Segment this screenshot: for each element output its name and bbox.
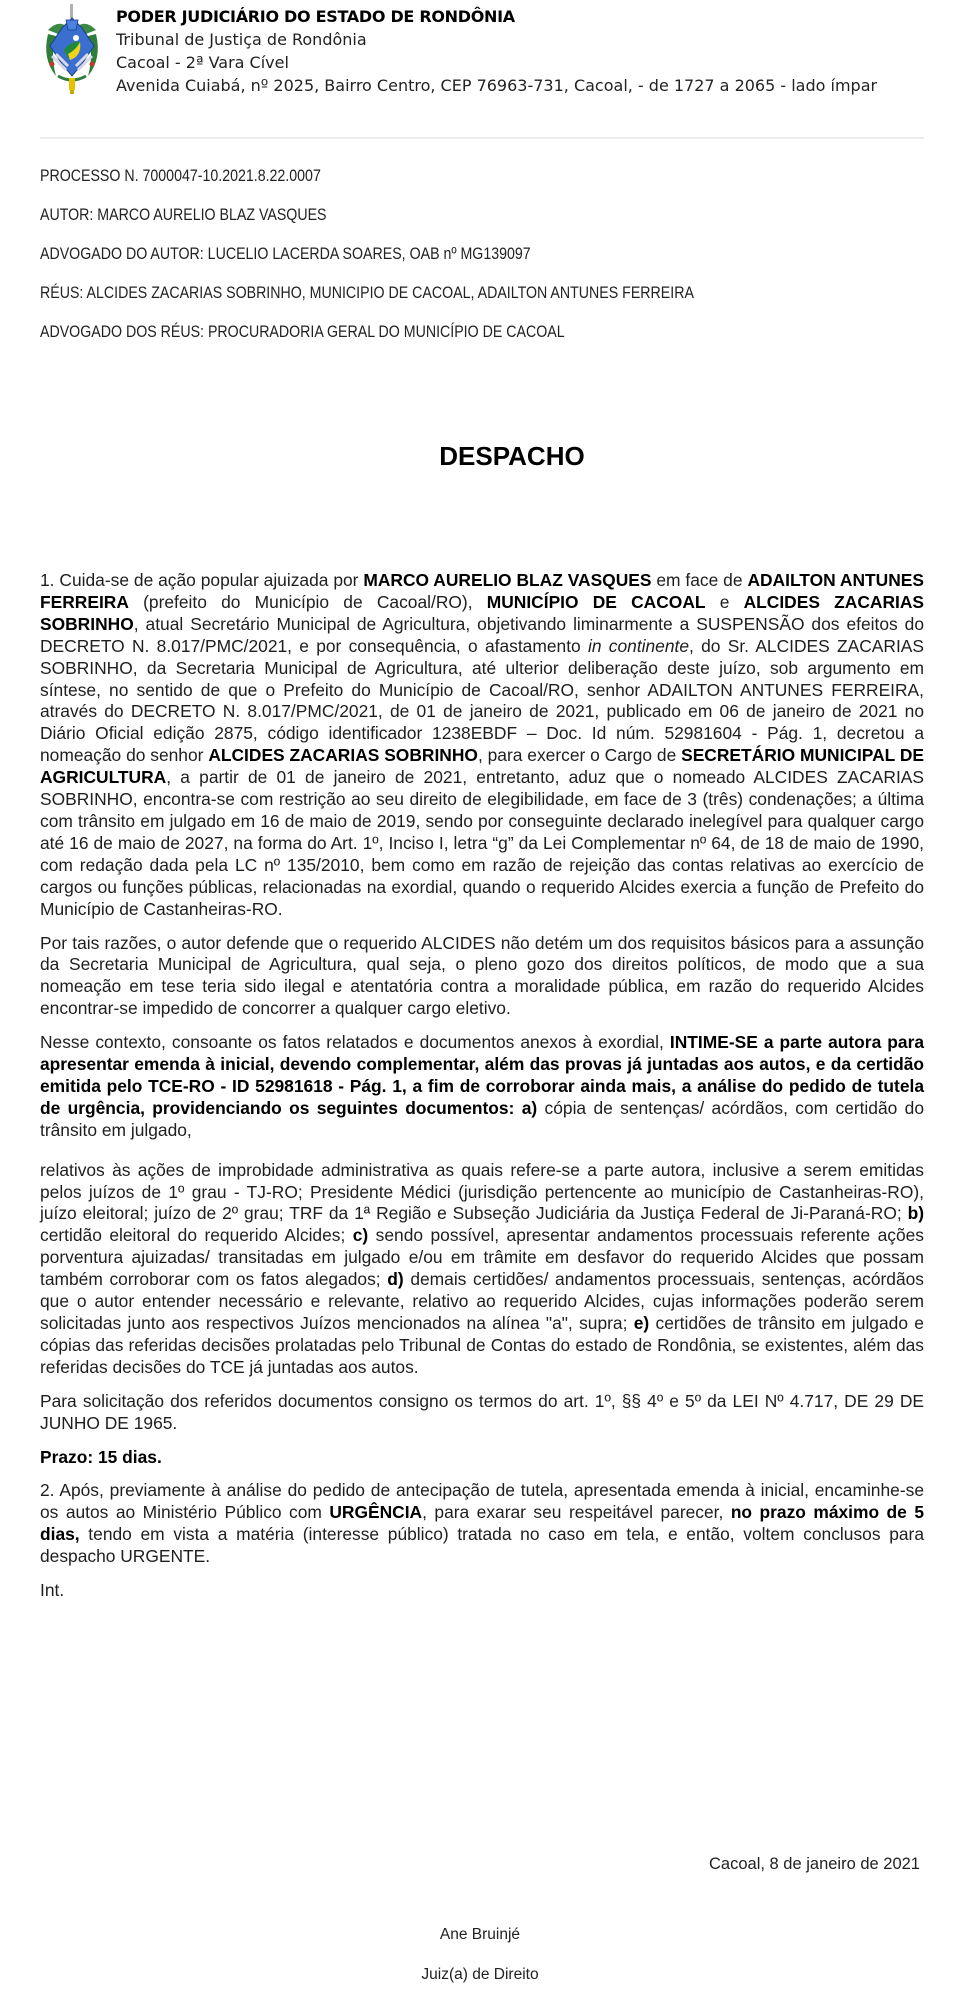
paragraph-5 xyxy=(40,1391,924,1435)
text-run: cópia de sentenças/ acórdãos, com certidão do trânsito em julgado, xyxy=(40,1097,924,1140)
text-run: Nesse contexto, consoante os fatos relatados e documentos anexos à exordial, xyxy=(40,1032,670,1053)
signer-name: Ane Bruinjé xyxy=(439,1926,521,1943)
bold-text: no prazo máximo de 5 dias, xyxy=(40,1502,924,1545)
case-metadata xyxy=(40,166,694,361)
bold-text: MUNICÍPIO DE CACOAL xyxy=(486,591,706,612)
bold-text: e) xyxy=(633,1313,650,1333)
bold-text: c) xyxy=(352,1225,369,1246)
text-run: 2. Após, previamente à análise do pedido de antecipação de tutela, apresentada emenda à inicial, encaminhe-se os autos ao Ministério Público com xyxy=(40,1480,924,1523)
text-run: e xyxy=(705,591,744,612)
defendants-lawyer: ADVOGADO DOS RÉUS: PROCURADORIA GERAL DO MUNICÍPIO DE CACOAL xyxy=(40,323,565,341)
italic-text: in continente xyxy=(587,635,690,656)
closing-int xyxy=(40,1580,924,1602)
text-run: , para exarar seu respeitável parecer, xyxy=(422,1502,731,1523)
bold-text: ADAILTON ANTUNES FERREIRA xyxy=(40,570,924,612)
bold-text: INTIME-SE a parte autora para apresentar emenda à inicial, devendo complementar, além das provas já juntadas aos autos, e da certidão emitida pelo TCE-RO - ID 52981618 - Pág. 1, a fim de corroborar ainda mais, a análise do pedido de tutela de urgência, providenciando os seguintes documentos: a) xyxy=(40,1032,925,1118)
document-body xyxy=(40,570,924,1614)
signer-role: Juiz(a) de Direito xyxy=(421,1966,539,1983)
text-run: em face de xyxy=(651,570,748,590)
bold-text: Prazo: 15 dias. xyxy=(40,1446,162,1467)
tribunal-name: Tribunal de Justiça de Rondônia xyxy=(116,30,367,49)
paragraph-1 xyxy=(40,570,924,921)
coat-of-arms-rondonia-icon xyxy=(38,4,106,96)
defendants: RÉUS: ALCIDES ZACARIAS SOBRINHO, MUNICIPIO DE CACOAL, ADAILTON ANTUNES FERREIRA xyxy=(40,284,694,302)
paragraph-6 xyxy=(40,1480,924,1568)
text-run: Para solicitação dos referidos documentos consigno os termos do art. 1º, §§ 4º e 5º da LEI Nº 4.717, DE 29 DE JUNHO DE 1965. xyxy=(40,1390,924,1433)
court-address: Avenida Cuiabá, nº 2025, Bairro Centro, CEP 76963-731, Cacoal, - de 1727 a 2065 - lado ímpar xyxy=(116,76,878,95)
bold-text: ALCIDES ZACARIAS SOBRINHO xyxy=(40,591,924,634)
text-run: , para exercer o Cargo de xyxy=(477,745,682,766)
court-name: PODER JUDICIÁRIO DO ESTADO DE RONDÔNIA xyxy=(116,7,515,26)
bold-text: b) xyxy=(907,1203,924,1224)
text-run: , atual Secretário Municipal de Agricultura, objetivando liminarmente a SUSPENSÃO dos efeitos do DECRETO N. 8.017/PMC/2021, e por consequência, o afastamento xyxy=(40,613,924,656)
text-run: (prefeito do Município de Cacoal/RO), xyxy=(128,591,487,612)
text-run: sendo possível, apresentar andamentos processuais referente ações porventura ajuizadas/ transitadas em julgado e/ou em trâmite em desfavor do requerido Alcides que possam também corroborar com os fatos alegados; xyxy=(40,1225,924,1290)
text-run: , a partir de 01 de janeiro de 2021, entretanto, aduz que o nomeado ALCIDES ZACARIAS SOBRINHO, encontra-se com restrição ao seu direito de elegibilidade, em face de 3 (três) condenações; a última com trânsito em julgado em 16 de maio de 2019, sendo por conseguinte declarado inelegível para qualquer cargo até 16 de maio de 2027, na forma do Art. 1º, Inciso I, letra “g” da Lei Complementar nº 64, de 18 de maio de 1990, com redação dada pela LC nº 135/2010, bem como em razão de rejeição das contas relativas ao exercício de cargos ou funções públicas, relacionadas na exordial, quando o requerido Alcides exercia a função de Prefeito do Município de Castanheiras-RO. xyxy=(40,767,924,919)
text-run: relativos às ações de improbidade administrativa as quais refere-se a parte autora, inclusive a serem emitidas pelos juízos de 1º grau - TJ-RO; Presidente Médici (jurisdição pertencente ao município de Castanheiras-RO), juízo eleitoral; juízo de 2º grau; TRF da 1ª Região e Subseção Judiciária da Justiça Federal de Ji-Paraná-RO; xyxy=(40,1159,924,1224)
bold-text: d) xyxy=(387,1269,404,1290)
document-title: DESPACHO xyxy=(439,441,585,471)
header-divider xyxy=(40,137,924,139)
document-date: Cacoal, 8 de janeiro de 2021 xyxy=(709,1855,920,1873)
plaintiff: AUTOR: MARCO AURELIO BLAZ VASQUES xyxy=(40,206,327,224)
court-division: Cacoal - 2ª Vara Cível xyxy=(116,53,289,72)
paragraph-2 xyxy=(40,933,924,1021)
text-run: certidões de trânsito em julgado e cópias das referidas decisões prolatadas pelo Tribunal de Contas do estado de Rondônia, se existentes, além das referidas decisões do TCE já juntadas aos autos. xyxy=(40,1313,924,1377)
bold-text: SECRETÁRIO MUNICIPAL DE AGRICULTURA xyxy=(40,745,925,788)
text-run: tendo em vista a matéria (interesse público) tratada no caso em tela, e então, voltem conclusos para despacho URGENTE. xyxy=(40,1524,924,1567)
text-run: certidão eleitoral do requerido Alcides; xyxy=(40,1225,353,1246)
deadline xyxy=(40,1447,924,1469)
bold-text: URGÊNCIA xyxy=(329,1502,423,1523)
case-number: PROCESSO N. 7000047-10.2021.8.22.0007 xyxy=(40,167,321,185)
paragraph-4 xyxy=(40,1160,924,1379)
plaintiff-lawyer: ADVOGADO DO AUTOR: LUCELIO LACERDA SOARES, OAB nº MG139097 xyxy=(40,245,531,263)
document-header xyxy=(0,0,960,120)
bold-text: MARCO AURELIO BLAZ VASQUES xyxy=(363,570,652,590)
text-run: demais certidões/ andamentos processuais, sentenças, acórdãos que o autor entender necessário e relevante, relativo ao requerido Alcides, cujas informações poderão serem solicitadas junto aos respectivos Juízos mencionados na alínea "a", supra; xyxy=(40,1269,924,1333)
text-run: Int. xyxy=(40,1580,65,1601)
text-run: 1. Cuida-se de ação popular ajuizada por xyxy=(40,570,364,590)
text-run: Por tais razões, o autor defende que o requerido ALCIDES não detém um dos requisitos básicos para a assunção da Secretaria Municipal de Agricultura, qual seja, o pleno gozo dos direitos políticos, de modo que a sua nomeação em tese teria sido ilegal e atentatória contra a moralidade pública, em razão do requerido Alcides encontrar-se impedido de concorrer a qualquer cargo eletivo. xyxy=(40,932,924,1019)
text-run: , do Sr. ALCIDES ZACARIAS SOBRINHO, da Secretaria Municipal de Agricultura, até ulterior deliberação deste juízo, sob argumento em síntese, no sentido de que o Prefeito do Município de Cacoal/RO, senhor ADAILTON ANTUNES FERREIRA, através do DECRETO N. 8.017/PMC/2021, de 01 de janeiro de 2021, publicado em 06 de janeiro de 2021 no Diário Oficial edição 2875, código identificador 1238EBDF – Doc. Id núm. 52981604 - Pág. 1, decretou a nomeação do senhor xyxy=(40,635,924,766)
bold-text: ALCIDES ZACARIAS SOBRINHO xyxy=(208,745,478,766)
paragraph-3 xyxy=(40,1032,924,1142)
